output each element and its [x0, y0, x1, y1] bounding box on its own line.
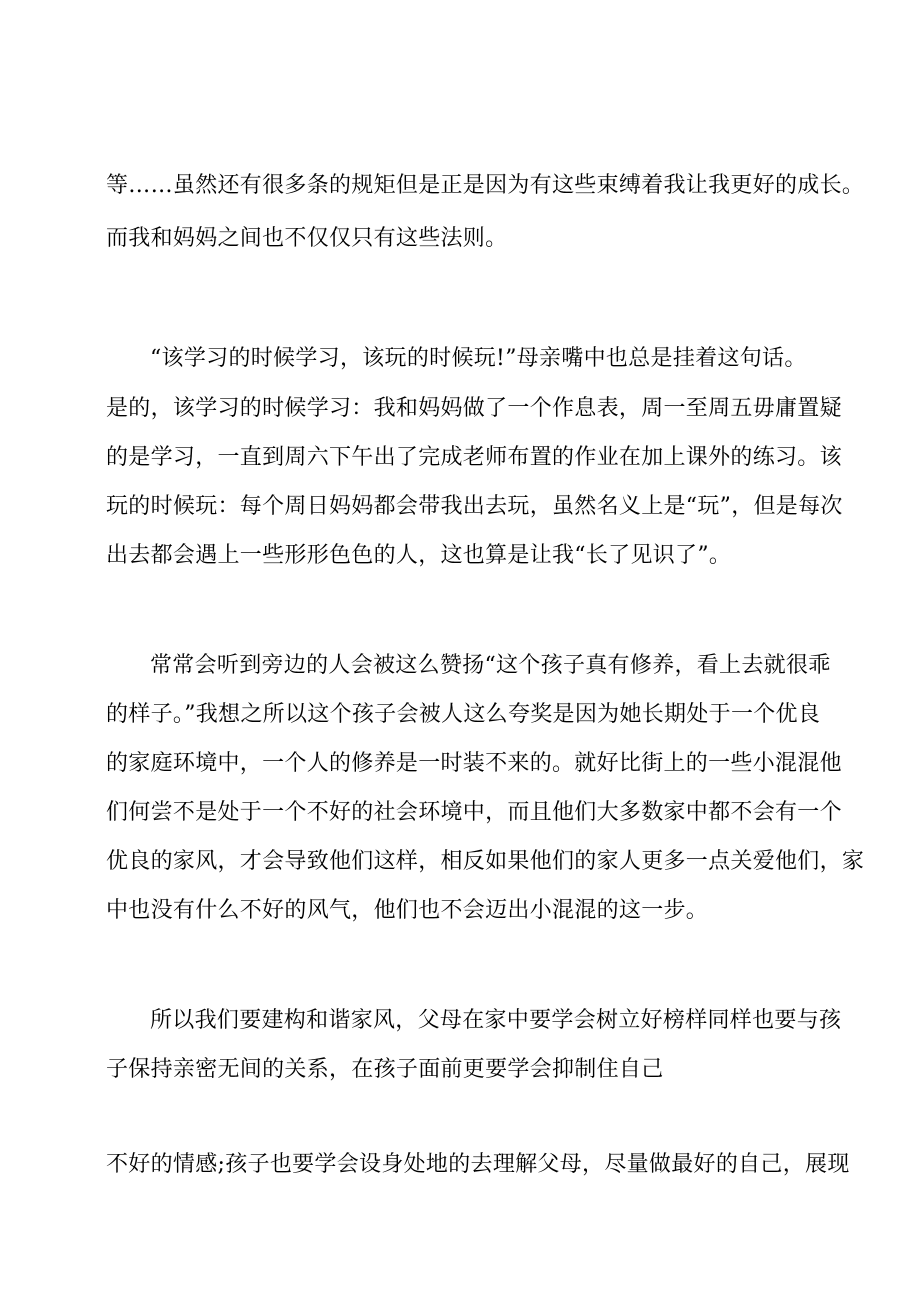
- text-line: 优良的家风，才会导致他们这样，相反如果他们的家人更多一点关爱他们，家: [106, 849, 865, 874]
- text-line: 玩的时候玩：每个周日妈妈都会带我出去玩，虽然名义上是“玩”，但是每次: [106, 494, 843, 519]
- text-line: 不好的情感;孩子也要学会设身处地的去理解父母，尽量做最好的自己，展现: [106, 1152, 850, 1177]
- text-line: 子保持亲密无间的关系，在孩子面前更要学会抑制住自己: [106, 1057, 664, 1082]
- paragraph-first-line: 常常会听到旁边的人会被这么赞扬“这个孩子真有修养，看上去就很乖: [150, 653, 831, 678]
- text-line: 出去都会遇上一些形形色色的人，这也算是让我“长了见识了”。: [106, 543, 732, 568]
- text-line: 中也没有什么不好的风气，他们也不会迈出小混混的这一步。: [106, 898, 709, 923]
- text-line: 而我和妈妈之间也不仅仅只有这些法则。: [106, 226, 508, 251]
- text-line: 的是学习，一直到周六下午出了完成老师布置的作业在加上课外的练习。该: [106, 445, 842, 470]
- text-line: 的样子。”我想之所以这个孩子会被人这么夸奖是因为她长期处于一个优良: [106, 702, 821, 727]
- text-line: 是的，该学习的时候学习：我和妈妈做了一个作息表，周一至周五毋庸置疑: [106, 396, 842, 421]
- paragraph-first-line: “该学习的时候学习，该玩的时候玩!”母亲嘴中也总是挂着这句话。: [150, 346, 807, 371]
- text-line: 等……虽然还有很多条的规矩但是正是因为有这些束缚着我让我更好的成长。: [106, 173, 865, 198]
- text-line: 们何尝不是处于一个不好的社会环境中，而且他们大多数家中都不会有一个: [106, 800, 842, 825]
- paragraph-first-line: 所以我们要建构和谐家风，父母在家中要学会树立好榜样同样也要与孩: [150, 1008, 842, 1033]
- text-line: 的家庭环境中，一个人的修养是一时装不来的。就好比街上的一些小混混他: [106, 751, 842, 776]
